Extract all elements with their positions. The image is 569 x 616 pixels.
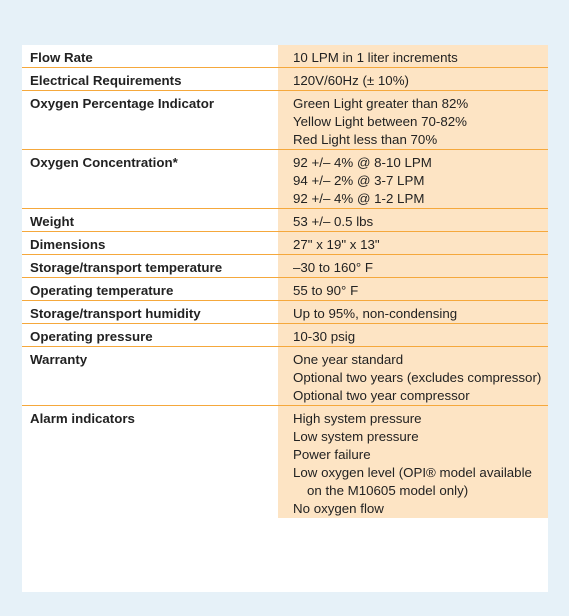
- spec-value-line: 94 +/– 2% @ 3-7 LPM: [293, 173, 425, 188]
- spec-value-line: Optional two years (excludes compressor): [293, 370, 542, 385]
- spec-value: [278, 301, 548, 324]
- spec-value-line: on the M10605 model only): [307, 483, 469, 498]
- spec-row: [22, 406, 548, 519]
- spec-row: [22, 255, 548, 278]
- spec-value-line: One year standard: [293, 352, 404, 367]
- spec-label: Weight: [22, 209, 278, 232]
- spec-row: [22, 209, 548, 232]
- spec-row: [22, 232, 548, 255]
- spec-value-line: Yellow Light between 70-82%: [293, 114, 467, 129]
- spec-value: [278, 68, 548, 91]
- spec-label: Oxygen Concentration*: [22, 150, 278, 209]
- spec-row: [22, 347, 548, 406]
- spec-value: [278, 91, 548, 150]
- spec-value-line: 55 to 90° F: [293, 283, 359, 298]
- spec-label: Operating pressure: [22, 324, 278, 347]
- spec-label: Oxygen Percentage Indicator: [22, 91, 278, 150]
- spec-value-line: Green Light greater than 82%: [293, 96, 469, 111]
- spec-value-line: 10-30 psig: [293, 329, 356, 344]
- spec-label: Flow Rate: [22, 45, 278, 68]
- spec-row: [22, 91, 548, 150]
- spec-value: [278, 278, 548, 301]
- spec-value-line: 92 +/– 4% @ 8-10 LPM: [293, 155, 432, 170]
- spec-label: Storage/transport humidity: [22, 301, 278, 324]
- spec-value: [278, 232, 548, 255]
- specifications-table-body: [22, 45, 548, 518]
- specifications-table: [22, 45, 548, 518]
- spec-row: [22, 301, 548, 324]
- spec-value-line: 27" x 19" x 13": [293, 237, 380, 252]
- spec-value-line: High system pressure: [293, 411, 422, 426]
- spec-value-line: Up to 95%, non-condensing: [293, 306, 458, 321]
- spec-value: [278, 347, 548, 406]
- spec-label: Storage/transport temperature: [22, 255, 278, 278]
- spec-sheet: [22, 45, 548, 592]
- spec-label: Dimensions: [22, 232, 278, 255]
- spec-value: [278, 324, 548, 347]
- spec-row: [22, 68, 548, 91]
- spec-value-line: Low oxygen level (OPI® model available: [293, 465, 532, 480]
- spec-value: [278, 255, 548, 278]
- spec-row: [22, 278, 548, 301]
- spec-value: [278, 150, 548, 209]
- spec-value-line: 10 LPM in 1 liter increments: [293, 50, 458, 65]
- spec-row: [22, 150, 548, 209]
- spec-value-line: –30 to 160° F: [293, 260, 373, 275]
- spec-label: Warranty: [22, 347, 278, 406]
- spec-value: [278, 209, 548, 232]
- spec-label: Operating temperature: [22, 278, 278, 301]
- spec-value-line: Low system pressure: [293, 429, 419, 444]
- spec-row: [22, 324, 548, 347]
- spec-value-line: Power failure: [293, 447, 371, 462]
- spec-value-line: Red Light less than 70%: [293, 132, 438, 147]
- spec-value: [278, 45, 548, 68]
- spec-value-line: 120V/60Hz (± 10%): [293, 73, 409, 88]
- spec-label: Electrical Requirements: [22, 68, 278, 91]
- spec-value: [278, 406, 548, 519]
- spec-value-line: 92 +/– 4% @ 1-2 LPM: [293, 191, 425, 206]
- spec-row: [22, 45, 548, 68]
- spec-value-line: Optional two year compressor: [293, 388, 470, 403]
- spec-value-line: 53 +/– 0.5 lbs: [293, 214, 374, 229]
- spec-label: Alarm indicators: [22, 406, 278, 519]
- spec-value-line: No oxygen flow: [293, 501, 384, 516]
